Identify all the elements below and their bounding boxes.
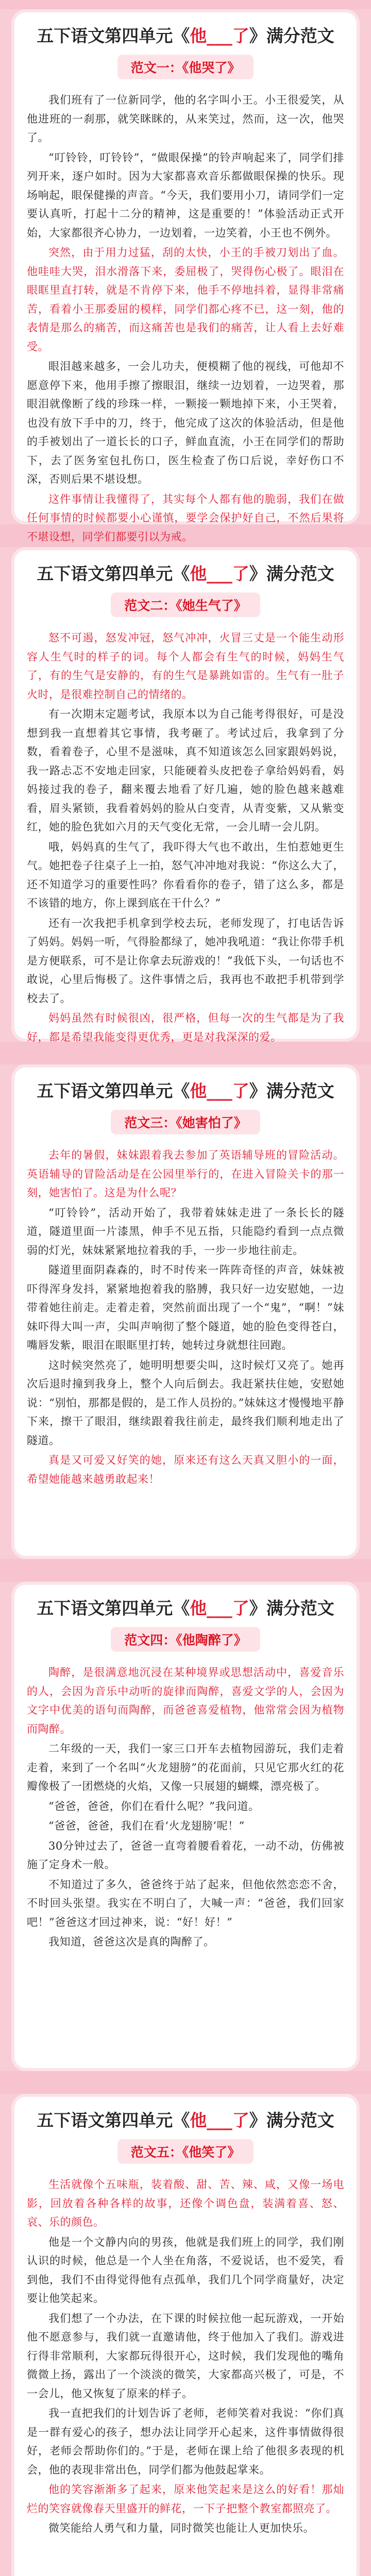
essay-subtitle: 范文三：《她害怕了》 (111, 1110, 260, 1134)
title-topic: 他___了 (190, 564, 249, 584)
highlight-paragraph: 妈妈虽然有时候很凶，很严格，但每一次的生气都是为了我好，都是希望我能变得更优秀，更是对我深深的爱。 (27, 1012, 344, 1043)
essay-subtitle: 范文二：《她生气了》 (111, 592, 260, 617)
body-paragraph: 我们班有了一位新同学，他的名字叫小王。小王很爱笑，从他进班的一刹那，就笑眯眯的，从来笑过，然而，这一次，他哭了。 (27, 94, 344, 144)
title-suffix: 》满分范文 (249, 1081, 334, 1101)
body-paragraph: 我们想了一个办法，在下课的时候拉他一起玩游戏，一开始他不愿意参与，我们就一直邀请他，终于他加入了我们。游戏进行得非常顺利，大家都玩得很开心，这时候，我们发现他的嘴角微微上扬，露出了一个淡淡的微笑，大家都高兴极了，可是，不一会儿，他又恢复了原来的样子。 (27, 2312, 344, 2400)
title-topic: 他___了 (190, 2110, 249, 2130)
title-suffix: 》满分范文 (249, 2110, 334, 2130)
body-paragraph: “爸爸，爸爸，你们在看什么呢？”我问道。 (48, 1800, 260, 1812)
essay-title (27, 1595, 344, 1622)
body-paragraph: 我知道，爸爸这次是真的陶醉了。 (48, 1936, 215, 1948)
body-paragraph: 30分钟过去了，爸爸一直弯着腰看着花，一动不动，仿佛被施了定身术一般。 (27, 1839, 344, 1871)
divider-stripe (0, 2071, 371, 2094)
body-paragraph: 我一直把我们的计划告诉了老师，老师笑着对我说：“你们真是一群有爱心的孩子，想办法让同学开心起来，这件事情做得很好，老师会帮助你们的。”于是，老师在课上给了他很多表现的机会，他的表现非常出色，同学们都为他鼓起掌来。 (27, 2407, 344, 2476)
title-suffix: 》满分范文 (249, 564, 334, 584)
essay-card (11, 547, 360, 1042)
title-topic: 他___了 (190, 26, 249, 46)
title-prefix: 五下语文第四单元《 (37, 2110, 190, 2130)
title-prefix: 五下语文第四单元《 (37, 26, 190, 46)
body-paragraph: 哦，妈妈真的生气了，我吓得大气也不敢出，生怕惹她更生气。她把卷子往桌子上一拍，怒气冲冲地对我说：“你这么大了，还不知道学习的重要性吗？你看看你的卷子，错了这么多，都是不该错的地方，你上课到底在干什么？” (27, 840, 344, 909)
highlight-paragraph: 生活就像个五味瓶，装着酸、甜、苦、辣、咸，又像一场电影，回放着各种各样的故事，还像个调色盘，装满着喜、怒、哀、乐的颜色。 (27, 2178, 344, 2228)
essay-card (11, 1582, 360, 2071)
title-prefix: 五下语文第四单元《 (37, 1598, 190, 1618)
body-paragraph: 他是一个文静内向的男孩，他就是我们班上的同学，我们刚认识的时候，他总是一个人坐在角落，不爱说话，也不爱笑，看到他，我们不由得觉得他有点孤单，我们几个同学商量好，决定要让他笑起来。 (27, 2235, 344, 2304)
highlight-paragraph: 真是又可爱又好笑的她，原来还有这么天真又胆小的一面，希望她能越来越勇敢起来！ (27, 1454, 344, 1485)
essay-card (11, 9, 360, 543)
title-suffix: 》满分范文 (249, 1598, 334, 1618)
highlight-paragraph: 去年的暑假，妹妹跟着我去参加了英语辅导班的冒险活动。英语辅导的冒险活动是在公园里举行的，在进入冒险关卡的那一刻，她害怕了。这是为什么呢？ (27, 1149, 344, 1199)
divider-stripe (0, 0, 371, 9)
highlight-paragraph: 陶醉，是很满意地沉浸在某种境界或思想活动中，喜爱音乐的人，会因为音乐中动听的旋律而陶醉，喜爱文学的人，会因为文字中优美的语句而陶醉，而爸爸喜爱植物，他常常会因为植物而陶醉。 (27, 1666, 344, 1735)
body-paragraph: 这时候突然亮了，她明明想要尖叫，这时候灯又亮了。她再次后退时撞到我身上，整个人向后倒去。我赶紧扶住她，安慰她说：“别怕，那都是假的，是工作人员扮的。”妹妹这才慢慢地平静下来，擦干了眼泪，继续跟着我往前走，最终我们顺利地走出了隧道。 (27, 1359, 344, 1447)
essay-subtitle: 范文四：《他陶醉了》 (111, 1627, 260, 1652)
title-prefix: 五下语文第四单元《 (37, 564, 190, 584)
title-suffix: 》满分范文 (249, 26, 334, 46)
highlight-paragraph: 怒不可遏，怒发冲冠，怒气冲冲，火冒三丈是一个能生动形容人生气时的样子的词。每个人都会有生气的时候，妈妈生气了，有的生气是安静的，有的生气是暴跳如雷的。生气有一肚子火时，是很难控制自己的情绪的。 (27, 632, 344, 701)
body-paragraph: 眼泪越来越多，一会儿功夫，便模糊了他的视线，可他却不愿意停下来，他用手擦了擦眼泪，继续一边划着，一边哭着，那眼泪就像断了线的珍珠一样，一颗接一颗地掉下来，小王哭着，也没有放下手中的刀，终于，他完成了这次的体验活动，但是他的手被划出了一道长长的口子，鲜血直流，小王在同学们的帮助下，去了医务室包扎伤口，医生检查了伤口后说，幸好伤口不深，否则后果不堪设想。 (27, 360, 344, 485)
body-paragraph: “叮铃铃，叮铃铃”，“做眼保操”的铃声响起来了，同学们排列开来，逐户如时。因为大家都喜欢音乐都做眼保操的快乐。现场响起，眼保健操的声音。“今天，我们要用小刀，请同学们一定要认真听，打起十二分的精神，这是重要的！”体验活动正式开始，大家都很齐心协力，一边划着，一边笑着，小王也不例外。 (27, 151, 344, 239)
divider-stripe (0, 1559, 371, 1582)
essay-subtitle: 范文一：《他哭了》 (117, 55, 254, 79)
essay-title (27, 23, 344, 49)
title-topic: 他___了 (190, 1598, 249, 1618)
essay-card (11, 2094, 360, 2576)
body-paragraph: 有一次期末定题考试，我原本以为自己能考得很好，可是没想到我一直想着其它事情，我考砸了。考试过后，我拿到了分数，看着卷子，心里不是滋味，真不知道该怎么回家跟妈妈说，我一路忐忑不安地走回家，只能硬着头皮把卷子拿给妈妈看，妈妈接过我的卷子，翻来覆去地看了好几遍，她的脸色越来越难看，眉头紧锁，我看着妈妈的脸从白变青，从青变紫，又从紫变红，她的脸色犹如六月的天气变化无常，一会儿晴一会儿阴。 (27, 708, 344, 833)
body-paragraph: “爸爸，爸爸，我们在看‘火龙翅膀’呢！” (48, 1820, 245, 1832)
essay-subtitle: 范文五：《他笑了》 (117, 2139, 254, 2164)
essay-card (11, 1064, 360, 1559)
essay-title (27, 2107, 344, 2134)
essay-title (27, 1078, 344, 1105)
highlight-paragraph: 他的笑容渐渐多了起来，原来他笑起来是这么的好看！那灿烂的笑容就像春天里盛开的鲜花，一下子把整个教室都照亮了。 (27, 2483, 344, 2515)
title-prefix: 五下语文第四单元《 (37, 1081, 190, 1101)
body-paragraph: 隧道里面阴森森的，时不时传来一阵阵奇怪的声音，妹妹被吓得浑身发抖，紧紧地抱着我的胳膊，我只好一边安慰她，一边带着她往前走。走着走着，突然前面出现了一个“鬼”，“啊！”妹妹吓得大叫一声，尖叫声响彻了整个隧道，她的脸色变得苍白，嘴唇发紫，眼泪在眼眶里打转，她转过身就想往回跑。 (27, 1264, 344, 1351)
title-topic: 他___了 (190, 1081, 249, 1101)
body-paragraph: 二年级的一天，我们一家三口开车去植物园游玩，我们走着走着，来到了一个名叫“火龙翅膀”的花面前，只见它那火红的花瓣像极了一团燃烧的火焰，又像一只展翅的蝴蝶，漂亮极了。 (27, 1742, 344, 1792)
body-paragraph: 微笑能给人勇气和力量，同时微笑也能让人更加快乐。 (48, 2522, 314, 2534)
body-paragraph: 还有一次我把手机拿到学校去玩，老师发现了，打电话告诉了妈妈。妈妈一听，气得脸都绿了，她冲我吼道：“我让你带手机是方便联系，可不是让你拿去玩游戏的！”我低下头，一句话也不敢说，心里后悔极了。这件事情之后，我再也不敢把手机带到学校去了。 (27, 917, 344, 1005)
essay-title (27, 561, 344, 587)
body-paragraph: 不知道过了多久，爸爸终于站了起来，但他依然恋恋不舍，不时回头张望。我实在不明白了，大喊一声：“爸爸，我们回家吧！”爸爸这才回过神来，说：“好！好！” (27, 1878, 344, 1928)
highlight-paragraph: 突然，由于用力过猛，刮的太快，小王的手被刀划出了血。他哇哇大哭，泪水滑落下来，委屈极了，哭得伤心极了。眼泪在眼眶里直打转，就是不肯停下来，他手不停地抖着，显得非常痛苦，看着小王那委屈的模样，同学们都心疼不已，这一刻，他的表情是那么的痛苦，而这痛苦也是我们的痛苦，让人看上去好难受。 (27, 246, 344, 353)
highlight-paragraph: 这件事情让我懂得了，其实每个人都有他的脆弱，我们在做任何事情的时候都要小心谨慎，要学会保护好自己，不然后果将不堪设想，同学们都要引以为戒。 (27, 493, 344, 543)
body-paragraph: “叮铃铃”，活动开始了，我带着妹妹走进了一条长长的隧道，隧道里面一片漆黑，伸手不见五指，只能隐约看到一点点微弱的灯光，妹妹紧紧地拉着我的手，一步一步地往前走。 (27, 1206, 344, 1257)
